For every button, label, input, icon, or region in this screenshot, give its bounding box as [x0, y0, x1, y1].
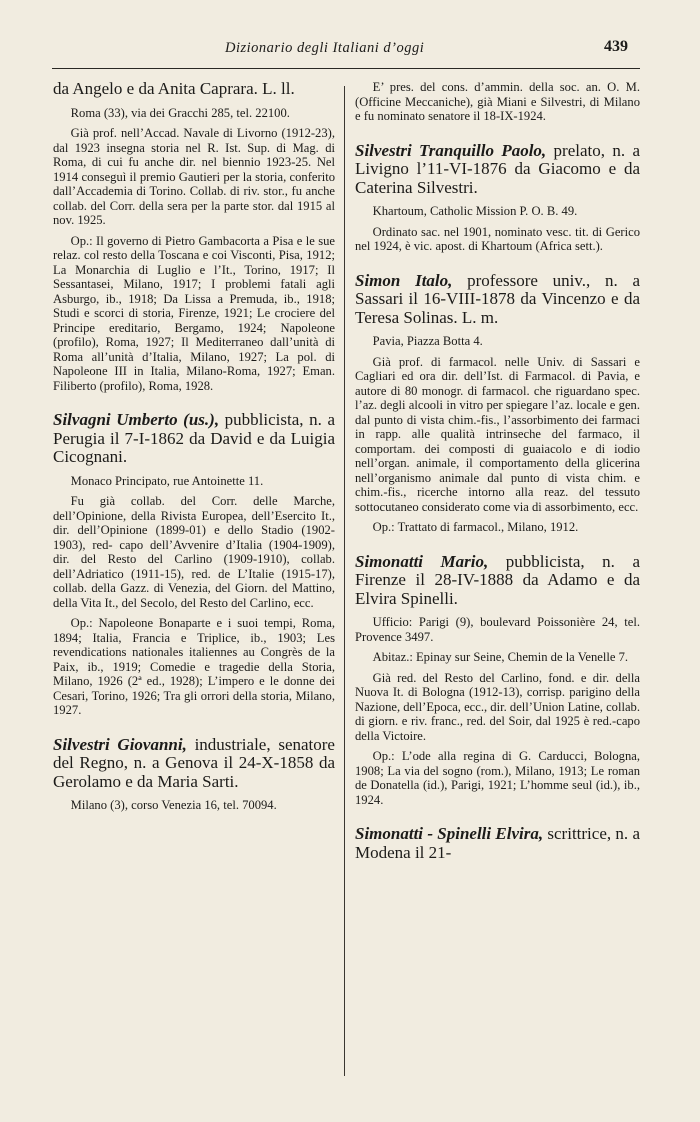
entry-works: Op.: Il governo di Pietro Gambacorta a Pisa e le sue relaz. col resto della Toscana e coi Visconti, Pisa, 1912; La Monarchia di Luglio e l’It., Torino, 1917; Il Sessantasei, Milano, 1917; I problemi fatali agli Asburgo, ib., 1918; Da Lissa a Premuda, ib., 1918; Studi e scorci di storia, Firenze, 1921; Le crociere del Principe ereditario, Bergamo, 1924; Napoleone (profilo), Roma, 1927; Il Mediterraneo dall’unità di Roma all’unità d’Italia, Milano, 1927; La pol. di Napoleone III in Italia, Milano-Roma, 1927; Eman. Filiberto (profilo), Roma, 1928. [53, 233, 335, 393]
entry-lead [355, 272, 640, 328]
entry-continued [53, 80, 335, 393]
entry-name: Simonatti Mario, [355, 551, 489, 571]
entry-lead-text: professore univ., n. a Sassari il 16-VIII-1878 da Vincenzo e da Teresa Solinas. L. m. [355, 270, 640, 327]
running-title: Dizionario degli Italiani d’oggi [225, 40, 425, 56]
entry-works: Op.: Trattato di farmacol., Milano, 1912. [372, 520, 579, 534]
entry-address: Khartoum, Catholic Mission P. O. B. 49. [372, 204, 578, 218]
entry-address: Monaco Principato, rue Antoinette 11. [70, 473, 264, 488]
entry-biography: Già red. del Resto del Carlino, fond. e dir. della Nuova It. di Bologna (1912-13), corrisp. parigino della Nazione, dell’Epoca, ecc., dir. dell’Union Latine, collab. di giorn. e riv. franc., red. del Soir, dal 1925 è red.-capo della Victoire. [355, 670, 640, 743]
entry-lead-text: pubblicista, n. a Firenze il 28-IV-1888 da Adamo e da Elvira Spinelli. [355, 551, 640, 608]
entry-lead [355, 553, 640, 609]
entry-home-address: Abitaz.: Epinay sur Seine, Chemin de la Venelle 7. [372, 650, 629, 664]
entry-lead-text: scrittrice, n. a Modena il 21- [355, 824, 640, 862]
entry-name: Silvestri Tranquillo Paolo, [355, 140, 547, 160]
entry-simonatti-spinelli-elvira [355, 825, 640, 862]
entry-works: Op.: L’ode alla regina di G. Carducci, Bologna, 1908; La via del sogno (rom.), Milano, 1913; Le roman de Donatella (id.), Parigi, 1921; L’homme seul (id.), ib., 1924. [355, 749, 640, 807]
entry-lead [355, 142, 640, 198]
header-rule [52, 68, 640, 69]
entry-biography: Già prof. nell’Accad. Navale di Livorno (1912-23), dal 1923 insegna storia nel R. Ist. Sup. di Mag. di Roma, di cui fu anche dir. nel biennio 1923-25. Nel 1914 conseguì il premio Gautieri per la storia, conferito dall’Accademia di Torino. Collab. di riv. stor., fu anche collab. del Corr. della sera per la parte stor. dal 1915 al nov. 1925. [53, 126, 335, 227]
page-number: 439 [604, 38, 628, 55]
page-header [0, 30, 700, 70]
entry-lead: da Angelo e da Anita Caprara. L. ll. [53, 79, 295, 98]
entry-biography: Ordinato sac. nel 1901, nominato vesc. tit. di Gerico nel 1924, è vic. apost. di Khartoum (Africa sett.). [355, 224, 640, 253]
entry-name: Simon Italo, [355, 270, 453, 290]
entry-address: Pavia, Piazza Botta 4. [372, 334, 483, 348]
entry-lead-text: industriale, senatore del Regno, n. a Genova il 24-X-1858 da Gerolamo e da Maria Sarti. [53, 734, 335, 791]
entry-lead [53, 736, 335, 792]
entry-lead-text: pubblicista, n. a Perugia il 7-I-1862 da David e da Luigia Cicognani. [53, 410, 335, 466]
entry-address: Roma (33), via dei Gracchi 285, tel. 22100. [70, 105, 290, 120]
entry-lead [355, 825, 640, 862]
entry-address: Milano (3), corso Venezia 16, tel. 70094. [70, 798, 277, 812]
entry-name: Silvagni Umberto (us.), [53, 410, 220, 429]
entry-silvestri-giovanni [53, 736, 335, 813]
entry-works: Op.: Napoleone Bonaparte e i suoi tempi, Roma, 1894; Italia, Francia e Triplice, ib., 1903; Les revendications nationales italiennes au Congrès de la Paix, ib., 1919; Comedie e tragedie della Storia, Milano, 1926 (2ª ed., 1928); L’impero e le donne dei Cesari, Torino, 1926; Tra gli orrori della storia, Milano, 1927. [53, 616, 335, 717]
right-column [355, 80, 640, 872]
left-column [53, 80, 335, 823]
entry-simon-italo [355, 272, 640, 535]
entry-biography: Fu già collab. del Corr. delle Marche, dell’Opinione, della Rivista Europea, dell’Esercito It., dir. dell’Opinione (1899-01) e dello Stadio (1902-1903), red- capo dell’Avvenire d’Italia (1904-1909), dir. del Resto del Carlino (1909-1910), collab. dell’Adriatico (1911-15), red. de L’Italie (1915-17), collab. della Gazz. di Venezia, del Giorn. del Mattino, della Vita It., del Secolo, del Resto del Carlino, ecc. [53, 494, 335, 610]
entry-name: Silvestri Giovanni, [53, 734, 187, 754]
entry-lead [53, 411, 335, 467]
entry-lead-text: prelato, n. a Livigno l’11-VI-1876 da Giacomo e da Caterina Silvestri. [355, 140, 640, 197]
entry-office-address: Ufficio: Parigi (9), boulevard Poissonière 24, tel. Provence 3497. [355, 615, 640, 644]
entry-biography: E’ pres. del cons. d’ammin. della soc. an. O. M. (Officine Meccaniche), già Miani e Silvestri, di Milano e fu nominato senatore il 18-IX-1924. [355, 80, 640, 123]
entry-continued [355, 80, 640, 124]
entry-silvagni-umberto [53, 411, 335, 718]
entry-simonatti-mario [355, 553, 640, 808]
entry-silvestri-tranquillo-paolo [355, 142, 640, 254]
entry-name: Simonatti - Spinelli Elvira, [355, 824, 544, 843]
column-divider [344, 86, 345, 1076]
entry-biography: Già prof. di farmacol. nelle Univ. di Sassari e Cagliari ed ora dir. dell’Ist. di Farmacol. di Pavia, e autore di 80 monogr. di farmacol. che riguardano spec. l’az. degli alcooli in vitro per spiegare l’az. locale e gen. dal punto di vista chim.-fis., l’assorbimento dei farmaci in rapp. alle qualità intrinseche del farmaco, il comportam. dei composti di guaiacolo e di iodio nell’organ. animale, il comportamento della glicerina nell’organismo animale dal punto di vista chim. e chim.-fis., ricerche intorno alla reaz. del tessuto sottocutaneo considerato come via di assorbimento, ecc. [355, 354, 640, 514]
